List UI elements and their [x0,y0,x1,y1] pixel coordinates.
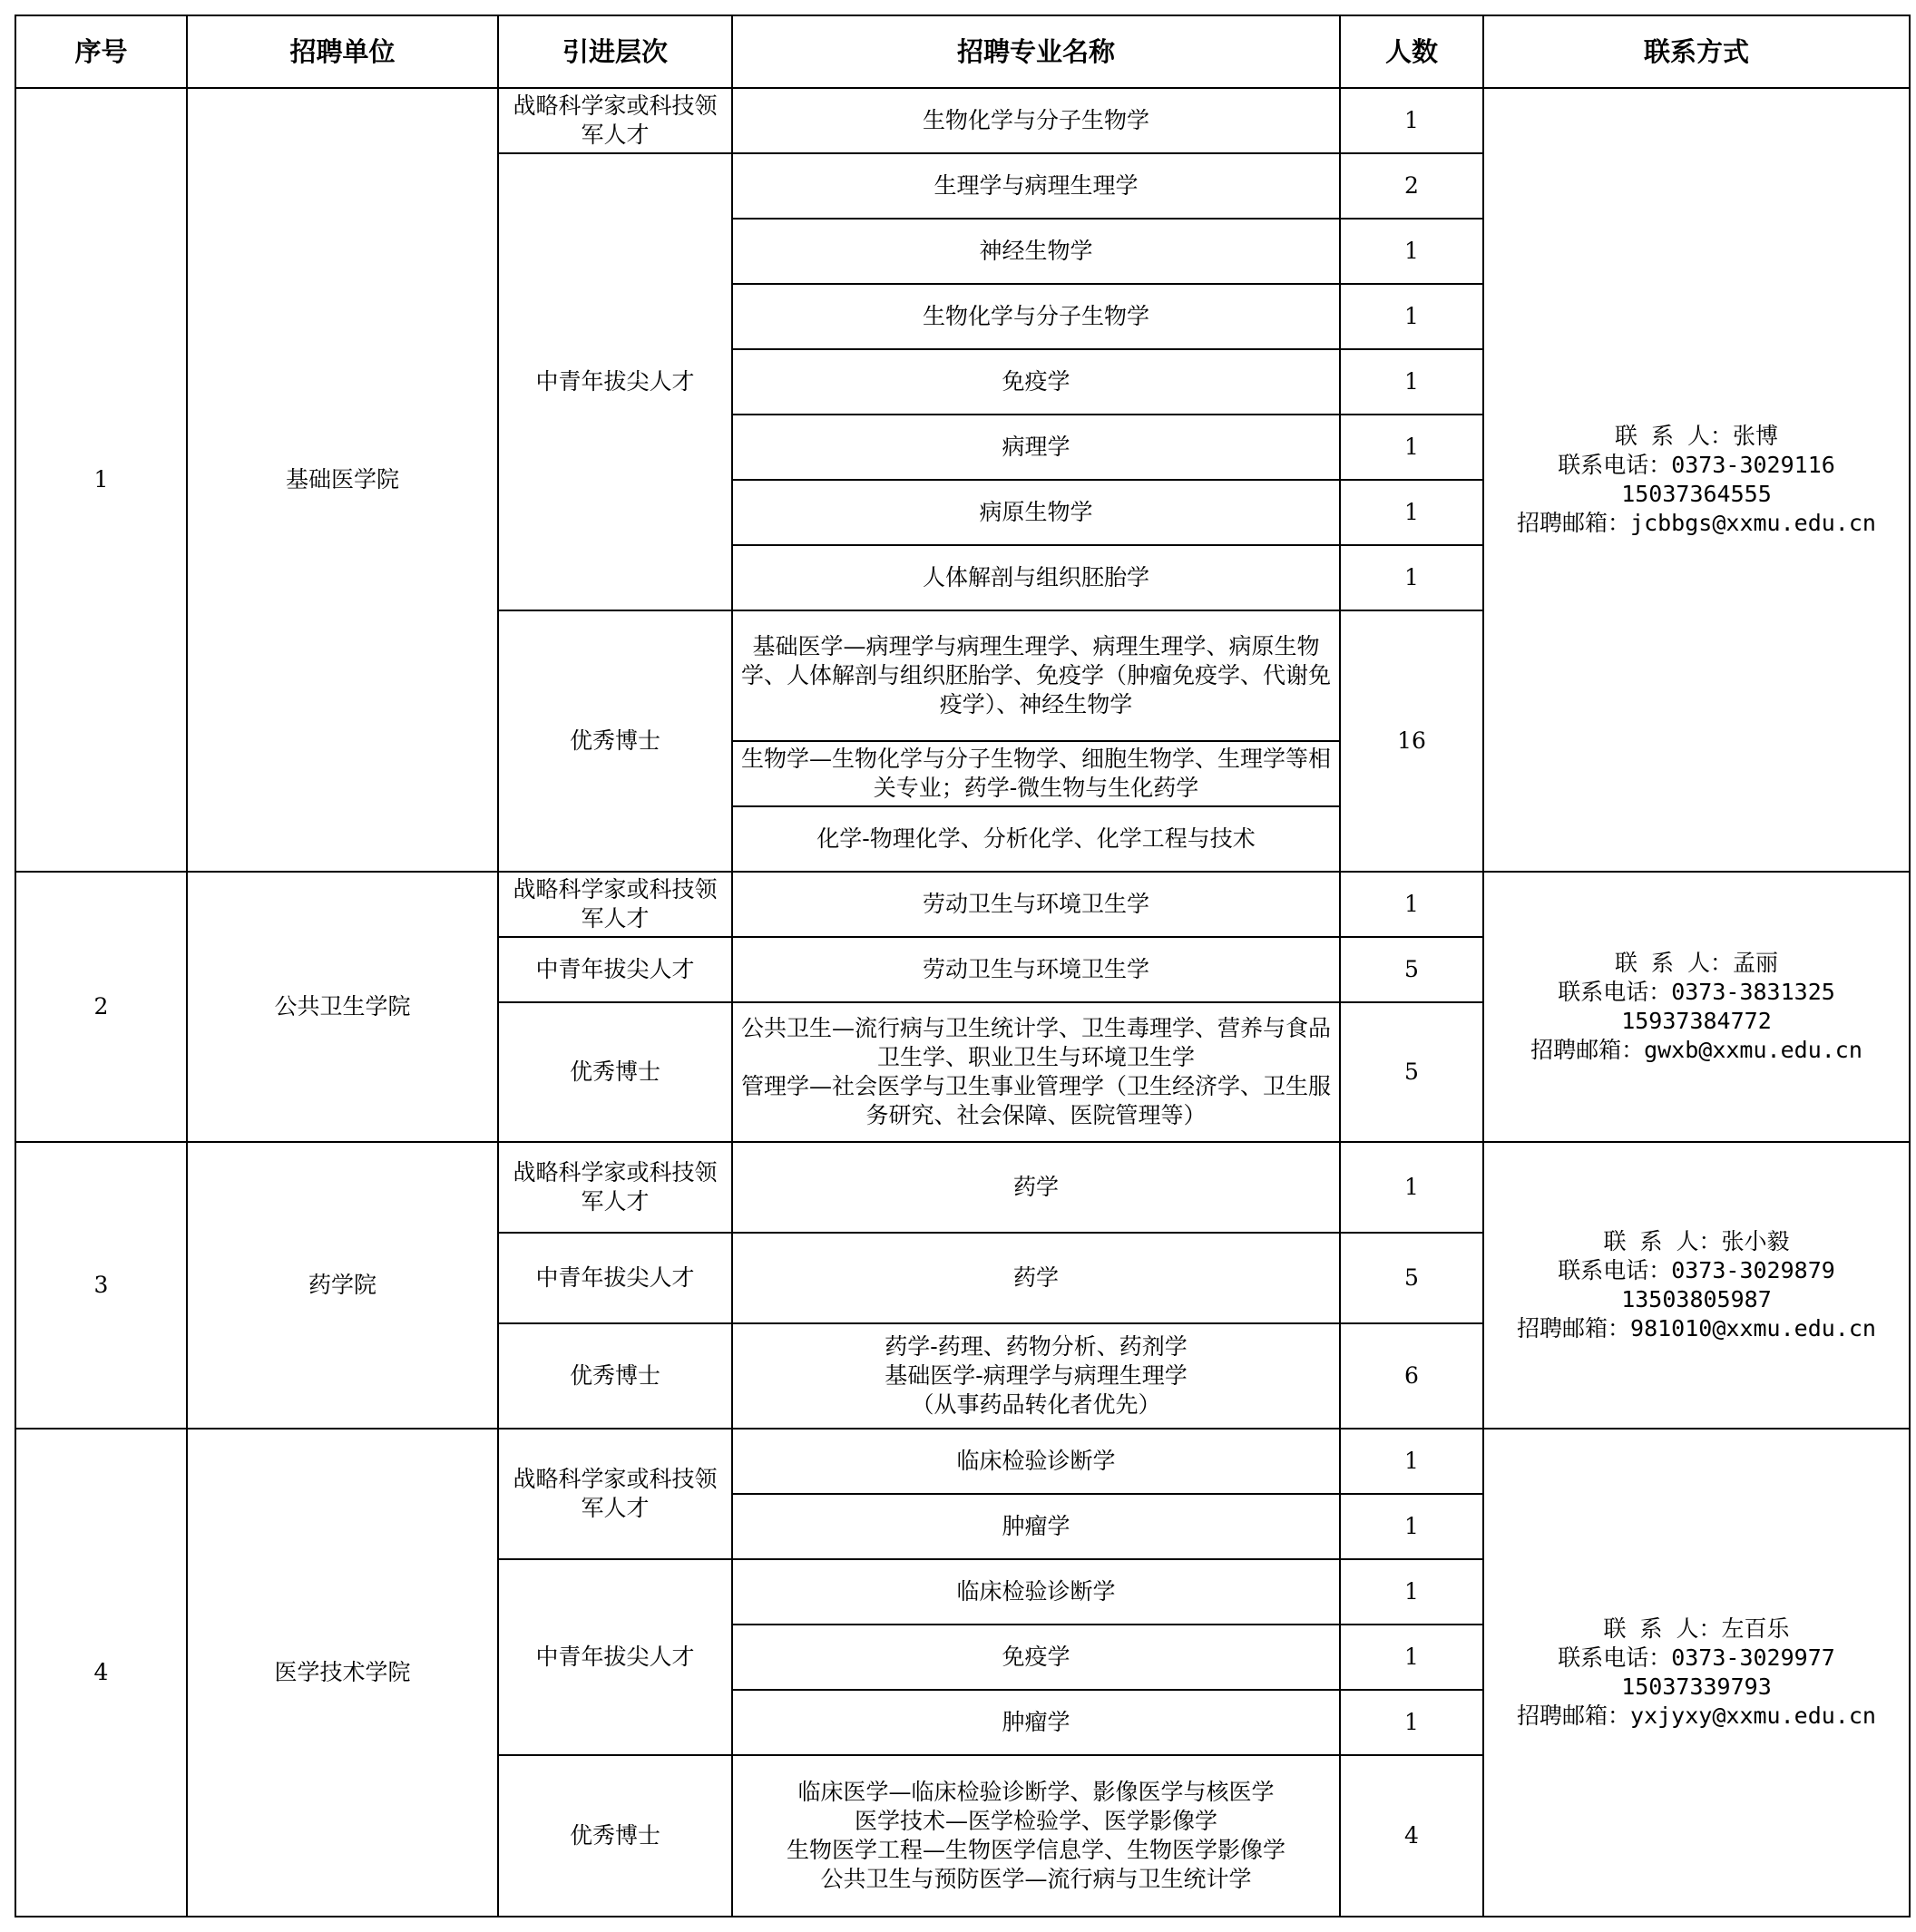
major-cell: 劳动卫生与环境卫生学 [732,872,1340,937]
major-cell: 药学 [732,1142,1340,1233]
count-cell: 1 [1340,480,1483,545]
count-cell: 4 [1340,1755,1483,1917]
major-cell: 病原生物学 [732,480,1340,545]
major-cell: 人体解剖与组织胚胎学 [732,545,1340,610]
level-cell: 优秀博士 [498,1323,732,1429]
major-cell: 临床医学—临床检验诊断学、影像医学与核医学 医学技术—医学检验学、医学影像学 生物医学工程—生物医学信息学、生物医学影像学 公共卫生与预防医学—流行病与卫生统计学 [732,1755,1340,1917]
header-level: 引进层次 [498,15,732,88]
count-cell: 5 [1340,1002,1483,1142]
count-cell: 1 [1340,1625,1483,1690]
unit-name: 医学技术学院 [187,1429,498,1917]
major-cell: 生物化学与分子生物学 [732,88,1340,153]
count-cell: 1 [1340,1429,1483,1494]
count-cell: 1 [1340,545,1483,610]
table-row [15,88,1910,153]
major-cell: 临床检验诊断学 [732,1429,1340,1494]
major-cell: 劳动卫生与环境卫生学 [732,937,1340,1002]
major-cell: 免疫学 [732,1625,1340,1690]
level-cell: 战略科学家或科技领 军人才 [498,1142,732,1233]
major-cell: 生理学与病理生理学 [732,153,1340,219]
level-cell: 战略科学家或科技领 军人才 [498,88,732,153]
level-cell: 优秀博士 [498,1002,732,1142]
count-cell: 1 [1340,1559,1483,1625]
contact-cell: 联 系 人：左百乐 联系电话：0373-3029977 15037339793 招聘邮箱：yxjyxy@xxmu.edu.cn [1483,1429,1910,1917]
unit-name: 药学院 [187,1142,498,1429]
level-cell: 优秀博士 [498,610,732,872]
level-cell: 战略科学家或科技领 军人才 [498,1429,732,1559]
unit-name: 公共卫生学院 [187,872,498,1142]
major-cell: 公共卫生—流行病与卫生统计学、卫生毒理学、营养与食品卫生学、职业卫生与环境卫生学 管理学—社会医学与卫生事业管理学（卫生经济学、卫生服务研究、社会保障、医院管理等） [732,1002,1340,1142]
count-cell: 1 [1340,284,1483,349]
recruitment-table [15,15,1911,1917]
table-row [15,1142,1910,1233]
header-unit: 招聘单位 [187,15,498,88]
contact-cell: 联 系 人：张小毅 联系电话：0373-3029879 13503805987 招聘邮箱：981010@xxmu.edu.cn [1483,1142,1910,1429]
level-cell: 中青年拔尖人才 [498,1559,732,1755]
count-cell: 6 [1340,1323,1483,1429]
major-cell: 肿瘤学 [732,1494,1340,1559]
count-cell: 2 [1340,153,1483,219]
count-cell: 16 [1340,610,1483,872]
unit-name: 基础医学院 [187,88,498,872]
major-cell: 生物化学与分子生物学 [732,284,1340,349]
count-cell: 1 [1340,219,1483,284]
level-cell: 中青年拔尖人才 [498,937,732,1002]
major-cell: 基础医学—病理学与病理生理学、病理生理学、病原生物学、人体解剖与组织胚胎学、免疫学（肿瘤免疫学、代谢免疫学）、神经生物学 [732,610,1340,741]
contact-cell: 联 系 人：孟丽 联系电话：0373-3831325 15937384772 招聘邮箱：gwxb@xxmu.edu.cn [1483,872,1910,1142]
major-cell: 免疫学 [732,349,1340,415]
header-count: 人数 [1340,15,1483,88]
count-cell: 1 [1340,872,1483,937]
unit-no: 2 [15,872,187,1142]
header-contact: 联系方式 [1483,15,1910,88]
level-cell: 中青年拔尖人才 [498,1233,732,1323]
count-cell: 1 [1340,349,1483,415]
major-cell: 化学-物理化学、分析化学、化学工程与技术 [732,806,1340,872]
major-cell: 药学-药理、药物分析、药剂学 基础医学-病理学与病理生理学 （从事药品转化者优先） [732,1323,1340,1429]
count-cell: 1 [1340,88,1483,153]
major-cell: 生物学—生物化学与分子生物学、细胞生物学、生理学等相关专业；药学-微生物与生化药学 [732,741,1340,806]
unit-no: 3 [15,1142,187,1429]
major-cell: 病理学 [732,415,1340,480]
count-cell: 1 [1340,1494,1483,1559]
major-cell: 临床检验诊断学 [732,1559,1340,1625]
count-cell: 5 [1340,1233,1483,1323]
header-major: 招聘专业名称 [732,15,1340,88]
unit-no: 1 [15,88,187,872]
unit-no: 4 [15,1429,187,1917]
major-cell: 肿瘤学 [732,1690,1340,1755]
level-cell: 战略科学家或科技领 军人才 [498,872,732,937]
level-cell: 中青年拔尖人才 [498,153,732,610]
level-cell: 优秀博士 [498,1755,732,1917]
header-no: 序号 [15,15,187,88]
major-cell: 药学 [732,1233,1340,1323]
table-row [15,1429,1910,1494]
count-cell: 1 [1340,415,1483,480]
header-row [15,15,1910,88]
count-cell: 1 [1340,1690,1483,1755]
count-cell: 5 [1340,937,1483,1002]
count-cell: 1 [1340,1142,1483,1233]
table-row [15,872,1910,937]
major-cell: 神经生物学 [732,219,1340,284]
contact-cell: 联 系 人：张博 联系电话：0373-3029116 15037364555 招聘邮箱：jcbbgs@xxmu.edu.cn [1483,88,1910,872]
